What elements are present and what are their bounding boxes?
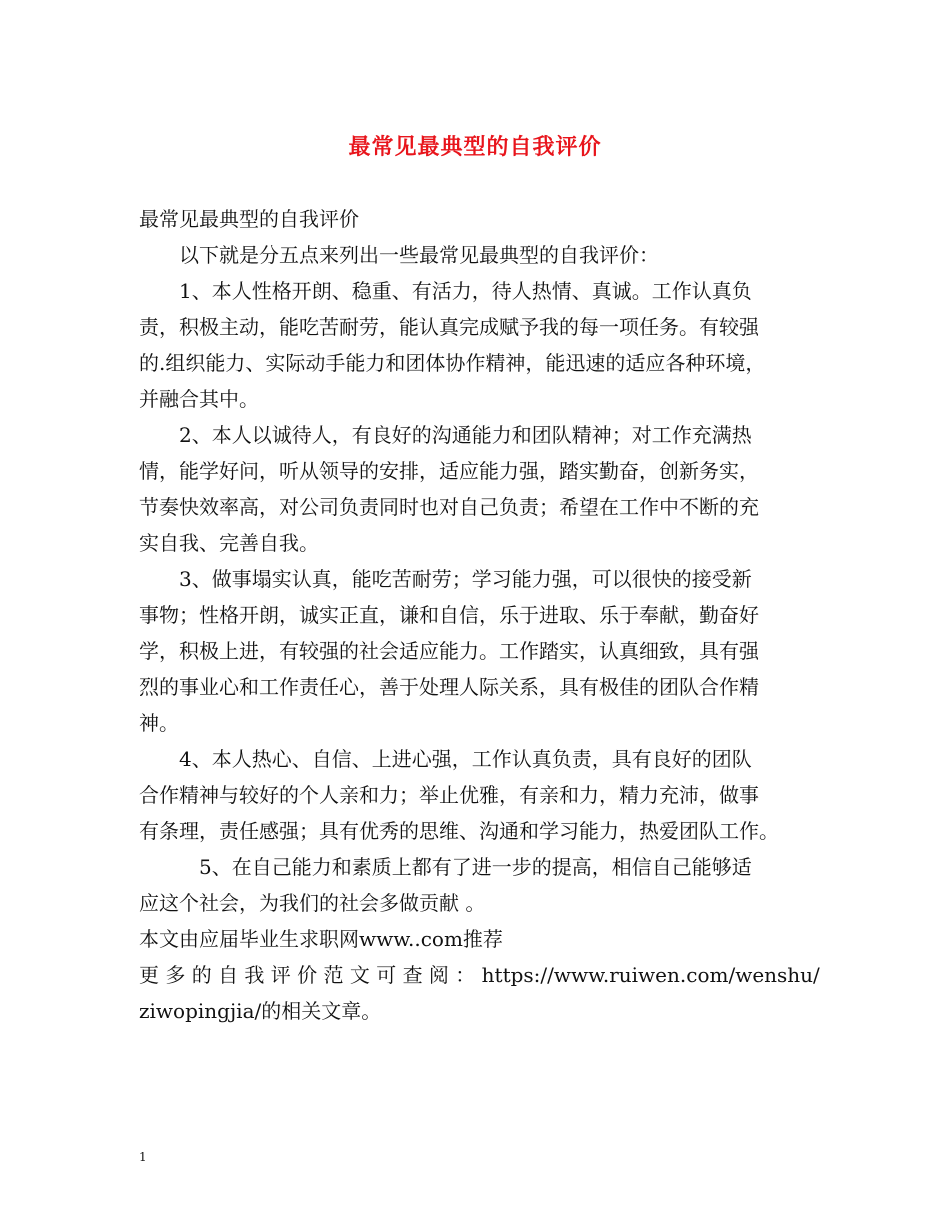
document-title: 最常见最典型的自我评价	[348, 134, 602, 160]
body-line: 有条理，责任感强；具有优秀的思维、沟通和学习能力，热爱团队工作。	[139, 819, 779, 843]
body-line: 实自我、完善自我。	[139, 531, 319, 555]
body-line: 的.组织能力、实际动手能力和团体协作精神，能迅速的适应各种环境，	[139, 351, 766, 375]
body-line: 责，积极主动，能吃苦耐劳，能认真完成赋予我的每一项任务。有较强	[139, 315, 759, 339]
body-line: 更 多 的 自 我 评 价 范 文 可 查 阅 ： https://www.ruiwen.com/wenshu/	[139, 963, 820, 987]
page-number: 1	[139, 1150, 147, 1164]
body-line: 节奏快效率高，对公司负责同时也对自己负责；希望在工作中不断的充	[139, 495, 759, 519]
body-line: 应这个社会，为我们的社会多做贡献 。	[139, 891, 486, 915]
body-line: 学，积极上进，有较强的社会适应能力。工作踏实，认真细致，具有强	[139, 639, 759, 663]
body-line: 以下就是分五点来列出一些最常见最典型的自我评价：	[139, 243, 659, 267]
body-line: 5、在自己能力和素质上都有了进一步的提高，相信自己能够适	[139, 855, 752, 879]
body-line: ziwopingjia/的相关文章。	[139, 999, 382, 1023]
body-line: 1、本人性格开朗、稳重、有活力，待人热情、真诚。工作认真负	[139, 279, 752, 303]
body-line: 事物；性格开朗，诚实正直，谦和自信，乐于进取、乐于奉献，勤奋好	[139, 603, 759, 627]
body-line: 最常见最典型的自我评价	[139, 207, 359, 231]
body-line: 合作精神与较好的个人亲和力；举止优雅，有亲和力，精力充沛，做事	[139, 783, 759, 807]
body-line: 神。	[139, 711, 179, 735]
body-line: 并融合其中。	[139, 387, 259, 411]
body-line: 2、本人以诚待人，有良好的沟通能力和团队精神；对工作充满热	[139, 423, 752, 447]
body-line: 4、本人热心、自信、上进心强，工作认真负责，具有良好的团队	[139, 747, 752, 771]
body-line: 3、做事塌实认真，能吃苦耐劳；学习能力强，可以很快的接受新	[139, 567, 752, 591]
body-line: 本文由应届毕业生求职网www..com推荐	[139, 927, 503, 951]
body-line: 烈的事业心和工作责任心，善于处理人际关系，具有极佳的团队合作精	[139, 675, 759, 699]
body-line: 情，能学好问，听从领导的安排，适应能力强，踏实勤奋，创新务实，	[139, 459, 759, 483]
